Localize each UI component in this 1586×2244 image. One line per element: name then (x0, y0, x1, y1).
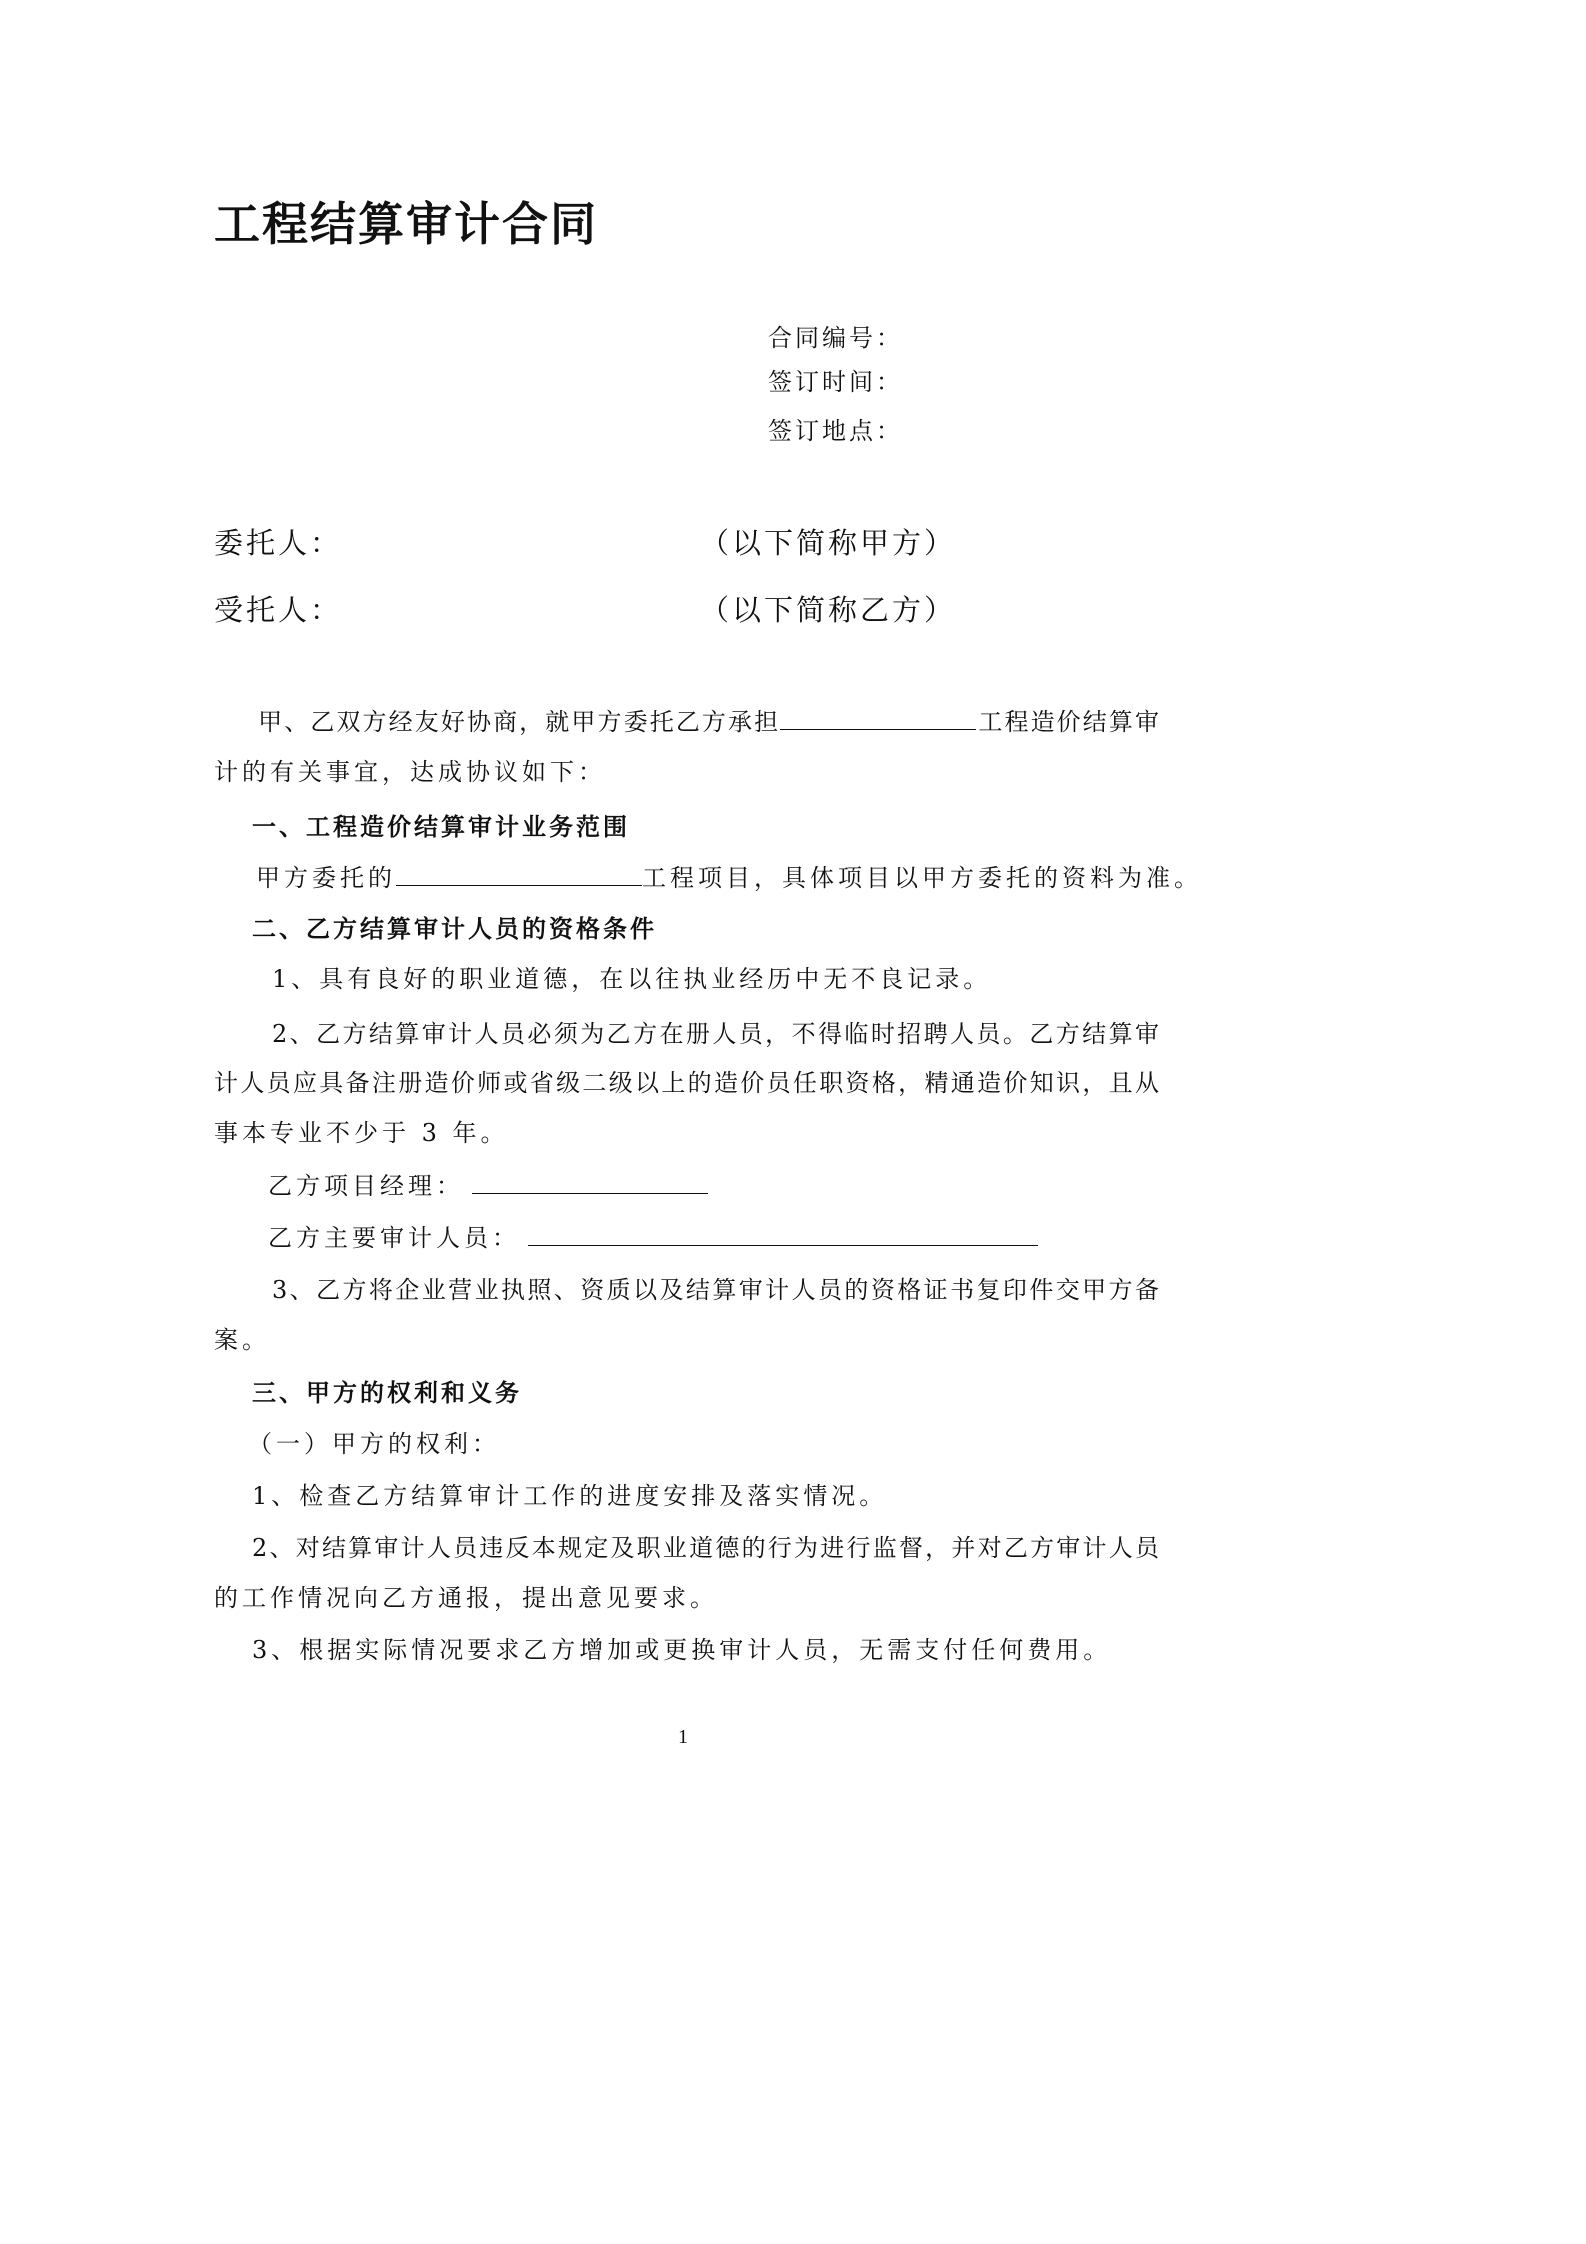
section-3-item-2-text-1: 2、对结算审计人员违反本规定及职业道德的行为进行监督，并对乙方审计人员 (252, 1534, 1159, 1562)
intro-line-1-start: 甲、乙双方经友好协商，就甲方委托乙方承担 (256, 708, 781, 736)
project-scope-blank (396, 861, 642, 886)
section-2-item-2-line-3: 事本专业不少于 3 年。 (214, 1119, 509, 1147)
section-3-item-1: 1、检查乙方结算审计工作的进度安排及落实情况。 (252, 1482, 888, 1510)
main-auditor-line (268, 1218, 1038, 1253)
intro-line-1 (214, 702, 1159, 737)
project-manager-blank (472, 1169, 708, 1194)
section-3-subheading: （一）甲方的权利： (248, 1430, 500, 1458)
client-label: 委托人： (214, 526, 343, 560)
section-2-heading: 二、乙方结算审计人员的资格条件 (252, 915, 657, 943)
project-name-blank (780, 705, 976, 730)
section-2-item-1: 1、具有良好的职业道德，在以往执业经历中无不良记录。 (272, 965, 992, 993)
client-note: （以下简称甲方） (700, 526, 957, 560)
section-2-item-2-text-1: 2、乙方结算审计人员必须为乙方在册人员，不得临时招聘人员。乙方结算审 (272, 1020, 1159, 1048)
section-1-line (256, 858, 1202, 893)
section-3-item-3: 3、根据实际情况要求乙方增加或更换审计人员，无需支付任何费用。 (252, 1636, 1112, 1664)
section-2-item-3-line-2: 案。 (214, 1326, 270, 1354)
main-auditor-blank (528, 1221, 1038, 1246)
section-2-item-2-line-1 (214, 1014, 1159, 1049)
section-2-item-2-line-2: 计人员应具备注册造价师或省级二级以上的造价员任职资格，精通造价知识，且从 (214, 1069, 1159, 1097)
section-2-item-3-text-1: 3、乙方将企业营业执照、资质以及结算审计人员的资格证书复印件交甲方备 (272, 1276, 1159, 1304)
main-auditor-label: 乙方主要审计人员： (268, 1224, 520, 1252)
section-1-line-end: 工程项目，具体项目以甲方委托的资料为准。 (642, 864, 1202, 892)
section-3-item-2-line-1 (214, 1528, 1159, 1563)
page-number: 1 (678, 1726, 688, 1748)
section-3-heading: 三、甲方的权利和义务 (252, 1379, 522, 1407)
project-manager-line (268, 1166, 708, 1201)
sign-date-label: 签订时间： (768, 368, 903, 396)
agent-note: （以下简称乙方） (700, 593, 957, 627)
intro-line-1-end: 工程造价结算审 (976, 708, 1159, 736)
contract-number-label: 合同编号： (768, 324, 903, 352)
section-2-item-3-line-1 (214, 1270, 1159, 1305)
project-manager-label: 乙方项目经理： (268, 1172, 464, 1200)
sign-place-label: 签订地点： (768, 417, 903, 445)
intro-line-2: 计的有关事宜，达成协议如下： (214, 758, 606, 786)
agent-label: 受托人： (214, 593, 343, 627)
document-title: 工程结算审计合同 (214, 197, 598, 251)
section-1-line-start: 甲方委托的 (256, 864, 396, 892)
section-1-heading: 一、工程造价结算审计业务范围 (252, 813, 630, 841)
section-3-item-2-line-2: 的工作情况向乙方通报，提出意见要求。 (214, 1584, 718, 1612)
